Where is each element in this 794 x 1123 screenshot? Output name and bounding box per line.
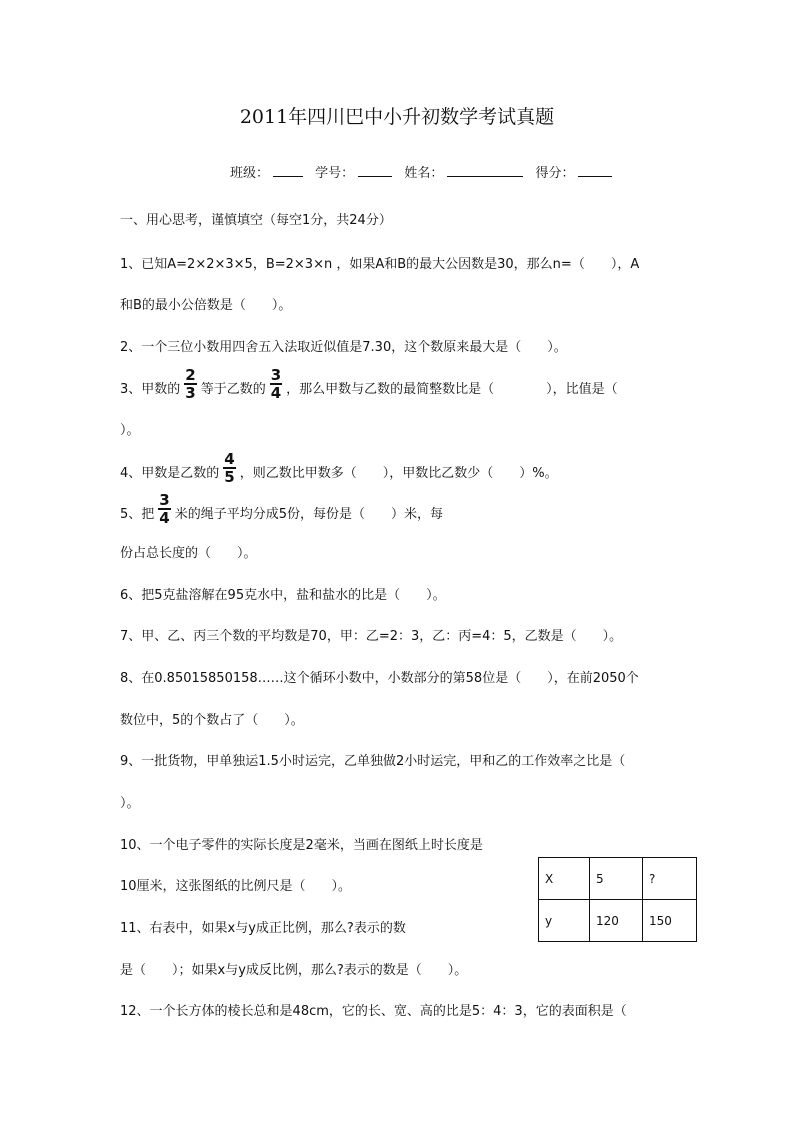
fraction-3-4: $\frac{3}{4}$: [270, 366, 282, 402]
question-8-line-1: 8、在0.85015850158……这个循环小数中，小数部分的第58位是（ ），在前2050个: [120, 671, 639, 686]
question-9-line-2: ）。: [120, 796, 140, 811]
score-label: 得分：: [535, 166, 575, 181]
question-10-line-2: 10厘米，这张图纸的比例尺是（ ）。: [120, 879, 352, 894]
question-5-line-1: [120, 491, 443, 527]
question-11-line-1: 11、右表中，如果x与y成正比例，那么?表示的数: [120, 921, 406, 936]
question-3-middle: 等于乙数的: [200, 381, 266, 397]
number-label: 学号：: [315, 166, 355, 181]
question-4-suffix: ，则乙数比甲数多（ ），甲数比乙数少（ ）%。: [239, 465, 558, 481]
question-8-line-2: 数位中，5的个数占了（ ）。: [120, 713, 304, 728]
table-cell: X: [539, 858, 590, 900]
page-title: 2011年四川巴中小升初数学考试真题: [239, 106, 555, 128]
student-info-line: [230, 162, 620, 183]
question-3-line-1: [120, 366, 618, 402]
question-12: 12、一个长方体的棱长总和是48cm，它的长、宽、高的比是5：4：3，它的表面积是（: [120, 1004, 627, 1019]
table-row: [539, 858, 697, 900]
table-cell: 120: [590, 900, 643, 942]
xy-table: [538, 857, 697, 942]
question-1-line-2: 和B的最小公倍数是（ ）。: [120, 298, 292, 313]
table-row: [539, 900, 697, 942]
question-4-prefix: 4、甲数是乙数的: [120, 465, 220, 481]
question-5-prefix: 5、把: [120, 506, 155, 522]
name-blank: [447, 162, 523, 177]
question-2: 2、一个三位小数用四舍五入法取近似值是7.30，这个数原来最大是（ ）。: [120, 340, 567, 355]
section-heading: 一、用心思考，谨慎填空（每空1分，共24分）: [120, 213, 392, 228]
name-label: 姓名：: [404, 166, 444, 181]
class-label: 班级：: [230, 166, 270, 181]
table-cell: 150: [643, 900, 697, 942]
question-11-line-2: 是（ ）；如果x与y成反比例，那么?表示的数是（ ）。: [120, 963, 468, 978]
question-5-line-2: 份占总长度的（ ）。: [120, 546, 257, 561]
score-blank: [578, 162, 612, 177]
table-cell: y: [539, 900, 590, 942]
number-blank: [358, 162, 392, 177]
question-6: 6、把5克盐溶解在95克水中，盐和盐水的比是（ ）。: [120, 588, 446, 603]
fraction-2-3: $\frac{2}{3}$: [185, 366, 196, 402]
question-3-suffix: ，那么甲数与乙数的最简整数比是（ ），比值是（: [286, 381, 618, 397]
question-9-line-1: 9、一批货物，甲单独运1.5小时运完，乙单独做2小时运完，甲和乙的工作效率之比是（: [120, 754, 626, 769]
class-blank: [273, 162, 303, 177]
fraction-4-5: $\frac{4}{5}$: [224, 450, 235, 486]
question-1-line-1: 1、已知A=2×2×3×5，B=2×3×n ，如果A和B的最大公因数是30，那么n=（ ），A: [120, 257, 640, 272]
question-10-line-1: 10、一个电子零件的实际长度是2毫米，当画在图纸上时长度是: [120, 838, 483, 853]
question-4: [120, 450, 558, 486]
question-3-prefix: 3、甲数的: [120, 381, 181, 397]
question-7: 7、甲、乙、丙三个数的平均数是70，甲：乙=2：3，乙：丙=4：5，乙数是（ ）。: [120, 629, 623, 644]
question-3-line-2: ）。: [120, 423, 140, 438]
fraction-3-4-meter: $\frac{3}{4}$: [159, 491, 170, 527]
table-cell: 5: [590, 858, 643, 900]
table-cell: ?: [643, 858, 697, 900]
question-5-suffix: 米的绳子平均分成5份，每份是（ ）米，每: [174, 506, 443, 522]
